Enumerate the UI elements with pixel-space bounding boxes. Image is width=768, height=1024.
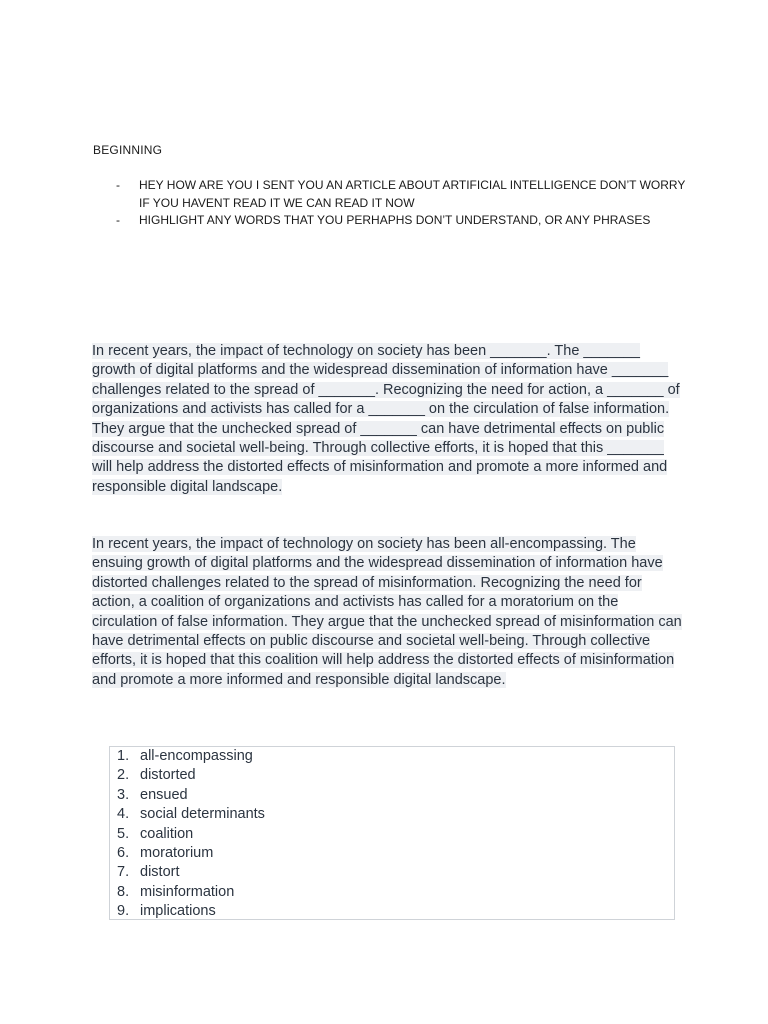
vocabulary-number: 1.: [117, 748, 130, 764]
vocabulary-number: 2.: [117, 767, 130, 784]
vocabulary-item: [117, 825, 265, 844]
instruction-item: [93, 177, 693, 212]
paragraph-filled-text: In recent years, the impact of technology on society has been all-encompassing. The ensuing growth of digital platforms and the widespread dissemination of information have distorted challenges related to the spread of misinformation. Recognizing the need for action, a coalition of organizations and activists has called for a moratorium on the circulation of false information. They argue that the unchecked spread of misinformation can have detrimental effects on public discourse and societal well-being. Through collective efforts, it is hoped that this coalition will help address the distorted effects of misinformation and promote a more informed and responsible digital landscape.: [92, 536, 682, 688]
vocabulary-number: 8.: [117, 883, 130, 900]
vocabulary-box: [109, 746, 675, 920]
paragraph-filled: [92, 535, 682, 690]
paragraph-blank-text: In recent years, the impact of technology on society has been _______. The _______ growth of digital platforms and the widespread dissemination of information have _______ challenges related to the spread of _______. Recognizing the need for action, a _______ of organizations and activists has called for a _______ on the circulation of false information. They argue that the unchecked spread of _______ can have detrimental effects on public discourse and societal well-being. Through collective efforts, it is hoped that this _______ will help address the distorted effects of misinformation and promote a more informed and responsible digital landscape.: [92, 343, 680, 495]
instruction-text: HIGHLIGHT ANY WORDS THAT YOU PERHAPHS DON’T UNDERSTAND, OR ANY PHRASES: [139, 213, 651, 227]
vocabulary-item: [117, 863, 265, 882]
vocabulary-word: coalition: [140, 825, 194, 842]
vocabulary-number: 7.: [117, 864, 130, 881]
vocabulary-number: 4.: [117, 806, 130, 823]
vocabulary-word: distorted: [140, 767, 196, 784]
vocabulary-item: [117, 883, 265, 902]
vocabulary-word: misinformation: [140, 883, 235, 900]
vocabulary-item: [117, 805, 265, 824]
vocabulary-item: [117, 844, 265, 863]
instruction-list: [93, 177, 693, 230]
vocabulary-word: all-encompassing: [140, 748, 253, 764]
vocabulary-number: 9.: [117, 903, 130, 920]
vocabulary-word: implications: [140, 903, 216, 920]
instruction-text: HEY HOW ARE YOU I SENT YOU AN ARTICLE ABOUT ARTIFICIAL INTELLIGENCE DON’T WORRY IF YOU HAVENT READ IT WE CAN READ IT NOW: [139, 178, 686, 210]
instruction-item: [93, 212, 693, 230]
section-heading: BEGINNING: [93, 143, 163, 157]
vocabulary-number: 6.: [117, 845, 130, 862]
vocabulary-item: [117, 747, 265, 766]
vocabulary-item: [117, 766, 265, 785]
bullet-dash: -: [116, 178, 120, 192]
vocabulary-number: 5.: [117, 825, 130, 842]
vocabulary-word: social determinants: [140, 806, 265, 823]
bullet-dash: -: [116, 213, 120, 227]
vocabulary-word: moratorium: [140, 845, 214, 862]
vocabulary-word: ensued: [140, 786, 188, 803]
vocabulary-item: [117, 902, 265, 921]
paragraph-with-blanks: [92, 342, 682, 497]
vocabulary-word: distort: [140, 864, 180, 881]
vocabulary-number: 3.: [117, 786, 130, 803]
vocabulary-item: [117, 786, 265, 805]
vocabulary-list: [117, 747, 265, 922]
